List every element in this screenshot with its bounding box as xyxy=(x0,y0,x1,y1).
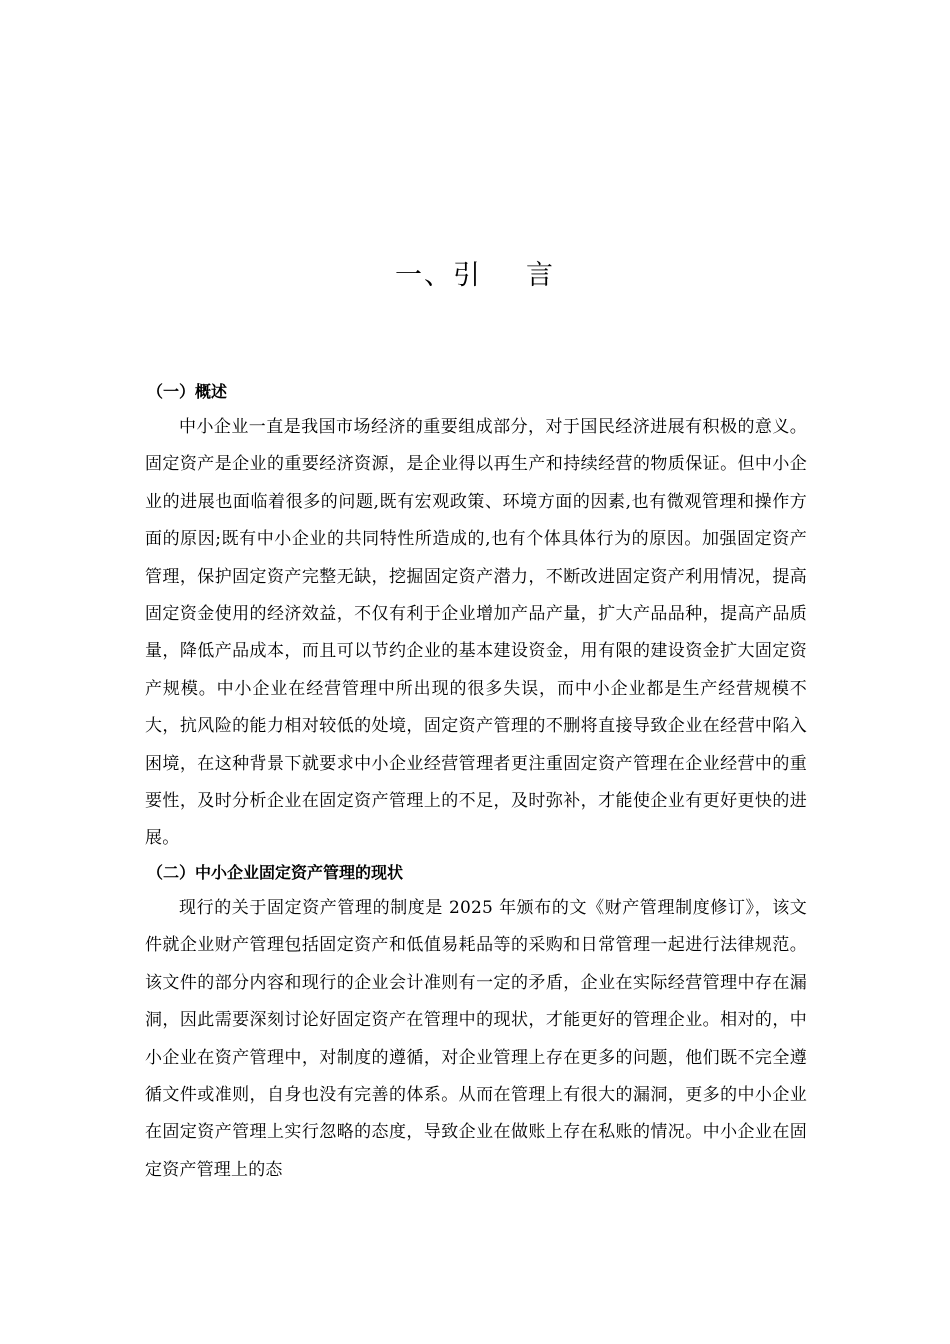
chapter-title-part2: 言 xyxy=(526,260,555,291)
chapter-title-part1: 一、引 xyxy=(395,260,482,291)
document-body xyxy=(145,377,807,1189)
paragraph-status: 现行的关于固定资产管理的制度是 2025 年颁布的文《财产管理制度修订》，该文件就企业财产管理包括固定资产和低值易耗品等的采购和日常管理一起进行法律规范。该文件的部分内容和现行的企业会计准则有一定的矛盾，企业在实际经营管理中存在漏洞，因此需要深刻讨论好固定资产在管理中的现状，才能更好的管理企业。相对的，中小企业在资产管理中，对制度的遵循，对企业管理上存在更多的问题，他们既不完全遵循文件或准则，自身也没有完善的体系。从而在管理上有很大的漏洞，更多的中小企业在固定资产管理上实行忽略的态度，导致企业在做账上存在私账的情况。中小企业在固定资产管理上的态 xyxy=(145,897,807,1180)
paragraph-overview: 中小企业一直是我国市场经济的重要组成部分，对于国民经济进展有积极的意义。固定资产是企业的重要经济资源，是企业得以再生产和持续经营的物质保证。但中小企业的进展也面临着很多的问题,既有宏观政策、环境方面的因素,也有微观管理和操作方面的原因;既有中小企业的共同特性所造成的,也有个体具体行为的原因。加强固定资产管理，保护固定资产完整无缺，挖掘固定资产潜力，不断改进固定资产利用情况，提高固定资金使用的经济效益，不仅有利于企业增加产品产量，扩大产品品种，提高产品质量，降低产品成本，而且可以节约企业的基本建设资金，用有限的建设资金扩大固定资产规模。中小企业在经营管理中所出现的很多失误，而中小企业都是生产经营规模不大，抗风险的能力相对较低的处境，固定资产管理的不删将直接导致企业在经营中陷入困境，在这种背景下就要求中小企业经营管理者更注重固定资产管理在企业经营中的重要性，及时分析企业在固定资产管理上的不足，及时弥补，才能使企业有更好更快的进展。 xyxy=(145,417,807,849)
section-heading-overview: （一）概述 xyxy=(147,382,228,401)
chapter-title xyxy=(0,258,950,294)
section-heading-status: （二）中小企业固定资产管理的现状 xyxy=(147,862,404,882)
